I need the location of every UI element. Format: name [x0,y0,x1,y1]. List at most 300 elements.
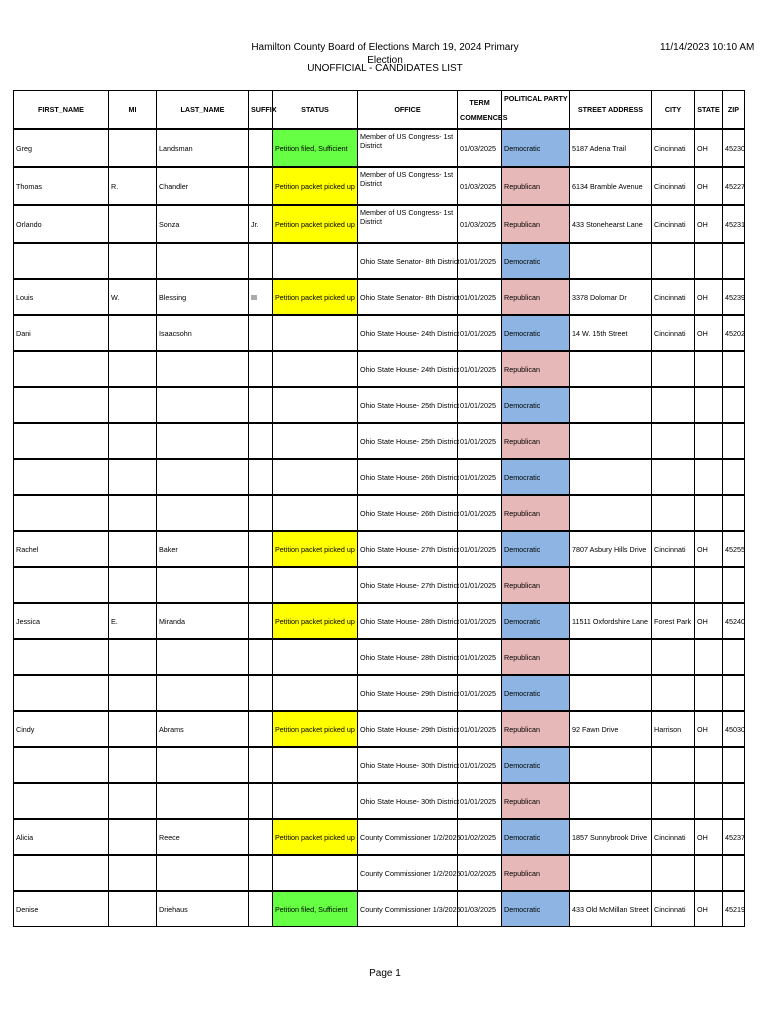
cell-mi [109,351,157,387]
cell-status: Petition packet picked up [273,711,358,747]
cell-suffix [249,315,273,351]
cell-zip: 45230 [723,129,745,167]
cell-street-address: 14 W. 15th Street [570,315,652,351]
cell-status [273,567,358,603]
cell-office: Ohio State House- 30th District [358,783,458,819]
cell-first-name [14,387,109,423]
cell-suffix [249,603,273,639]
cell-suffix: III [249,279,273,315]
cell-term-commences: 01/03/2025 [458,167,502,205]
cell-street-address: 92 Fawn Drive [570,711,652,747]
cell-city: Cincinnati [652,167,695,205]
candidates-table [13,90,745,927]
table-row [14,423,745,459]
cell-zip [723,567,745,603]
table-row [14,167,745,205]
cell-political-party: Republican [502,639,570,675]
cell-suffix [249,129,273,167]
table-row [14,567,745,603]
cell-first-name [14,639,109,675]
cell-state [695,351,723,387]
cell-first-name [14,459,109,495]
cell-mi [109,855,157,891]
cell-status [273,459,358,495]
cell-first-name: Denise [14,891,109,927]
cell-first-name: Jessica [14,603,109,639]
cell-street-address [570,783,652,819]
cell-mi [109,387,157,423]
cell-political-party: Democratic [502,891,570,927]
cell-state: OH [695,711,723,747]
cell-zip [723,747,745,783]
cell-office: Ohio State House- 27th District [358,567,458,603]
cell-status [273,495,358,531]
cell-street-address [570,423,652,459]
table-row [14,531,745,567]
cell-mi [109,423,157,459]
cell-first-name [14,495,109,531]
cell-state: OH [695,129,723,167]
cell-mi [109,531,157,567]
cell-first-name: Cindy [14,711,109,747]
cell-last-name [157,351,249,387]
cell-first-name [14,567,109,603]
cell-last-name [157,459,249,495]
cell-zip [723,783,745,819]
col-header-political-party: POLITICAL PARTY [502,91,570,130]
cell-first-name [14,243,109,279]
col-header-term-commences: TERM COMMENCES [458,91,502,130]
cell-zip: 45231 [723,205,745,243]
table-row [14,459,745,495]
cell-status: Petition packet picked up [273,205,358,243]
cell-political-party: Republican [502,351,570,387]
cell-term-commences: 01/01/2025 [458,639,502,675]
table-row [14,711,745,747]
cell-street-address: 11511 Oxfordshire Lane [570,603,652,639]
cell-last-name: Baker [157,531,249,567]
cell-state: OH [695,603,723,639]
cell-suffix [249,495,273,531]
table-row [14,855,745,891]
cell-street-address: 6134 Bramble Avenue [570,167,652,205]
cell-state: OH [695,531,723,567]
cell-office: Ohio State House- 28th District [358,603,458,639]
cell-street-address [570,243,652,279]
table-row [14,747,745,783]
cell-city [652,747,695,783]
cell-first-name: Thomas [14,167,109,205]
cell-last-name [157,387,249,423]
cell-status: Petition packet picked up [273,819,358,855]
cell-city: Cincinnati [652,129,695,167]
cell-political-party: Republican [502,167,570,205]
cell-suffix [249,819,273,855]
cell-office: Ohio State House- 29th District [358,711,458,747]
table-row [14,783,745,819]
cell-last-name: Isaacsohn [157,315,249,351]
cell-office: County Commissioner 1/2/2025 [358,855,458,891]
cell-suffix [249,855,273,891]
cell-term-commences: 01/01/2025 [458,675,502,711]
cell-term-commences: 01/01/2025 [458,243,502,279]
cell-mi [109,243,157,279]
cell-term-commences: 01/03/2025 [458,205,502,243]
cell-status [273,675,358,711]
cell-state [695,423,723,459]
cell-first-name [14,783,109,819]
cell-zip: 45227 [723,167,745,205]
cell-city: Cincinnati [652,279,695,315]
table-row [14,675,745,711]
table-row [14,351,745,387]
cell-last-name: Landsman [157,129,249,167]
cell-status: Petition filed, Sufficient [273,129,358,167]
table-row [14,205,745,243]
cell-status [273,387,358,423]
col-header-last-name: LAST_NAME [157,91,249,130]
report-datetime: 11/14/2023 10:10 AM [660,42,755,53]
cell-state: OH [695,315,723,351]
cell-last-name [157,783,249,819]
cell-street-address [570,459,652,495]
cell-city [652,639,695,675]
cell-city [652,351,695,387]
cell-term-commences: 01/01/2025 [458,603,502,639]
cell-term-commences: 01/01/2025 [458,387,502,423]
cell-city [652,495,695,531]
cell-office: Ohio State House- 26th District [358,495,458,531]
cell-street-address [570,387,652,423]
cell-term-commences: 01/01/2025 [458,423,502,459]
cell-first-name [14,675,109,711]
cell-mi [109,129,157,167]
cell-city [652,459,695,495]
cell-status: Petition packet picked up [273,603,358,639]
cell-city: Harrison [652,711,695,747]
cell-street-address: 433 Old McMillan Street [570,891,652,927]
cell-city [652,675,695,711]
cell-zip: 45030 [723,711,745,747]
table-header-row [14,91,745,130]
cell-zip: 45239 [723,279,745,315]
cell-term-commences: 01/03/2025 [458,891,502,927]
cell-state [695,639,723,675]
cell-political-party: Democratic [502,819,570,855]
cell-mi: E. [109,603,157,639]
cell-suffix [249,387,273,423]
cell-first-name: Rachel [14,531,109,567]
cell-office: Ohio State Senator- 8th District [358,279,458,315]
cell-state [695,495,723,531]
cell-last-name [157,639,249,675]
cell-last-name [157,567,249,603]
cell-political-party: Democratic [502,129,570,167]
table-row [14,315,745,351]
cell-city: Cincinnati [652,531,695,567]
cell-zip [723,639,745,675]
cell-term-commences: 01/01/2025 [458,567,502,603]
cell-mi [109,495,157,531]
cell-street-address: 7807 Asbury Hills Drive [570,531,652,567]
cell-term-commences: 01/01/2025 [458,315,502,351]
cell-political-party: Republican [502,423,570,459]
page-number: Page 1 [369,968,401,979]
col-header-zip: ZIP [723,91,745,130]
cell-zip: 45202 [723,315,745,351]
cell-city: Cincinnati [652,315,695,351]
cell-state: OH [695,279,723,315]
cell-first-name [14,351,109,387]
table-row [14,129,745,167]
cell-zip [723,855,745,891]
cell-office: Ohio State House- 28th District [358,639,458,675]
cell-street-address [570,747,652,783]
cell-office: Ohio State House- 24th District [358,351,458,387]
cell-state [695,243,723,279]
cell-political-party: Republican [502,205,570,243]
cell-state [695,675,723,711]
cell-first-name: Greg [14,129,109,167]
cell-office: Ohio State House- 26th District [358,459,458,495]
col-header-office: OFFICE [358,91,458,130]
cell-mi [109,711,157,747]
cell-term-commences: 01/01/2025 [458,747,502,783]
col-header-state: STATE [695,91,723,130]
cell-street-address [570,639,652,675]
cell-mi [109,315,157,351]
cell-status: Petition packet picked up [273,167,358,205]
cell-mi [109,891,157,927]
cell-state: OH [695,891,723,927]
cell-zip: 45255 [723,531,745,567]
cell-last-name [157,855,249,891]
cell-suffix [249,747,273,783]
cell-status [273,243,358,279]
cell-status: Petition packet picked up [273,279,358,315]
cell-office: Member of US Congress- 1st District [358,167,458,205]
cell-office: Member of US Congress- 1st District [358,129,458,167]
cell-office: Ohio State House- 27th District [358,531,458,567]
cell-political-party: Republican [502,567,570,603]
cell-first-name: Louis [14,279,109,315]
cell-suffix [249,243,273,279]
col-header-street-address: STREET ADDRESS [570,91,652,130]
cell-suffix [249,711,273,747]
cell-political-party: Democratic [502,243,570,279]
table-row [14,243,745,279]
cell-last-name: Sonza [157,205,249,243]
cell-political-party: Republican [502,711,570,747]
cell-city [652,423,695,459]
cell-term-commences: 01/01/2025 [458,459,502,495]
cell-term-commences: 01/03/2025 [458,129,502,167]
cell-status: Petition filed, Sufficient [273,891,358,927]
col-header-city: CITY [652,91,695,130]
cell-suffix: Jr. [249,205,273,243]
cell-city: Cincinnati [652,819,695,855]
cell-zip [723,243,745,279]
cell-street-address: 433 Stonehearst Lane [570,205,652,243]
cell-office: Member of US Congress- 1st District [358,205,458,243]
cell-street-address [570,675,652,711]
cell-city: Forest Park [652,603,695,639]
cell-suffix [249,567,273,603]
cell-state: OH [695,819,723,855]
cell-office: Ohio State House- 25th District [358,387,458,423]
cell-status [273,747,358,783]
cell-mi [109,459,157,495]
cell-last-name: Chandler [157,167,249,205]
cell-term-commences: 01/02/2025 [458,855,502,891]
cell-suffix [249,783,273,819]
cell-last-name [157,423,249,459]
cell-status [273,639,358,675]
cell-office: Ohio State House- 25th District [358,423,458,459]
cell-zip [723,387,745,423]
cell-term-commences: 01/01/2025 [458,531,502,567]
cell-first-name: Orlando [14,205,109,243]
cell-mi: W. [109,279,157,315]
cell-state [695,567,723,603]
cell-street-address [570,495,652,531]
col-header-first-name: FIRST_NAME [14,91,109,130]
cell-office: Ohio State House- 30th District [358,747,458,783]
cell-last-name: Miranda [157,603,249,639]
cell-zip: 45237 [723,819,745,855]
cell-suffix [249,423,273,459]
col-header-status: STATUS [273,91,358,130]
cell-city [652,567,695,603]
cell-city: Cincinnati [652,205,695,243]
cell-term-commences: 01/01/2025 [458,279,502,315]
cell-political-party: Republican [502,855,570,891]
cell-last-name: Driehaus [157,891,249,927]
cell-street-address: 5187 Adena Trail [570,129,652,167]
cell-mi: R. [109,167,157,205]
cell-status: Petition packet picked up [273,531,358,567]
cell-term-commences: 01/01/2025 [458,351,502,387]
cell-state [695,747,723,783]
cell-mi [109,819,157,855]
cell-street-address [570,567,652,603]
cell-political-party: Democratic [502,387,570,423]
cell-office: County Commissioner 1/2/2025 [358,819,458,855]
cell-term-commences: 01/01/2025 [458,495,502,531]
cell-last-name [157,243,249,279]
cell-last-name [157,747,249,783]
cell-status [273,351,358,387]
document-title: Hamilton County Board of Elections March 19, 2024 Primary Election [251,42,519,66]
cell-last-name [157,495,249,531]
cell-political-party: Democratic [502,747,570,783]
cell-zip [723,495,745,531]
table-row [14,819,745,855]
cell-suffix [249,639,273,675]
cell-city [652,243,695,279]
cell-office: Ohio State House- 29th District [358,675,458,711]
cell-state [695,459,723,495]
cell-mi [109,639,157,675]
cell-political-party: Democratic [502,459,570,495]
cell-state: OH [695,205,723,243]
cell-political-party: Democratic [502,675,570,711]
cell-first-name [14,747,109,783]
cell-suffix [249,531,273,567]
cell-city [652,855,695,891]
cell-term-commences: 01/02/2025 [458,819,502,855]
cell-state [695,783,723,819]
cell-term-commences: 01/01/2025 [458,711,502,747]
cell-political-party: Democratic [502,603,570,639]
cell-first-name [14,423,109,459]
document-subtitle: UNOFFICIAL - CANDIDATES LIST [307,63,463,74]
cell-suffix [249,351,273,387]
cell-first-name: Dani [14,315,109,351]
table-row [14,495,745,531]
cell-office: Ohio State House- 24th District [358,315,458,351]
cell-political-party: Republican [502,279,570,315]
cell-zip [723,423,745,459]
cell-city: Cincinnati [652,891,695,927]
cell-first-name: Alicia [14,819,109,855]
cell-street-address [570,351,652,387]
cell-status [273,855,358,891]
cell-state: OH [695,167,723,205]
cell-suffix [249,891,273,927]
cell-city [652,783,695,819]
cell-status [273,315,358,351]
cell-status [273,423,358,459]
cell-state [695,855,723,891]
cell-suffix [249,167,273,205]
cell-office: County Commissioner 1/3/2025 [358,891,458,927]
cell-mi [109,783,157,819]
table-row [14,639,745,675]
table-row [14,387,745,423]
cell-term-commences: 01/01/2025 [458,783,502,819]
cell-last-name: Abrams [157,711,249,747]
table-row [14,279,745,315]
col-header-suffix: SUFFIX [249,91,273,130]
col-header-mi: MI [109,91,157,130]
cell-mi [109,675,157,711]
cell-suffix [249,675,273,711]
cell-mi [109,205,157,243]
cell-status [273,783,358,819]
cell-last-name: Blessing [157,279,249,315]
cell-zip [723,675,745,711]
cell-political-party: Republican [502,783,570,819]
table-row [14,603,745,639]
cell-last-name [157,675,249,711]
cell-political-party: Republican [502,495,570,531]
table-row [14,891,745,927]
cell-street-address: 3378 Dolomar Dr [570,279,652,315]
cell-state [695,387,723,423]
cell-zip: 45240 [723,603,745,639]
cell-zip [723,459,745,495]
cell-last-name: Reece [157,819,249,855]
cell-zip [723,351,745,387]
cell-suffix [249,459,273,495]
cell-mi [109,747,157,783]
cell-political-party: Democratic [502,531,570,567]
cell-street-address: 1857 Sunnybrook Drive [570,819,652,855]
cell-city [652,387,695,423]
cell-zip: 45219 [723,891,745,927]
cell-street-address [570,855,652,891]
